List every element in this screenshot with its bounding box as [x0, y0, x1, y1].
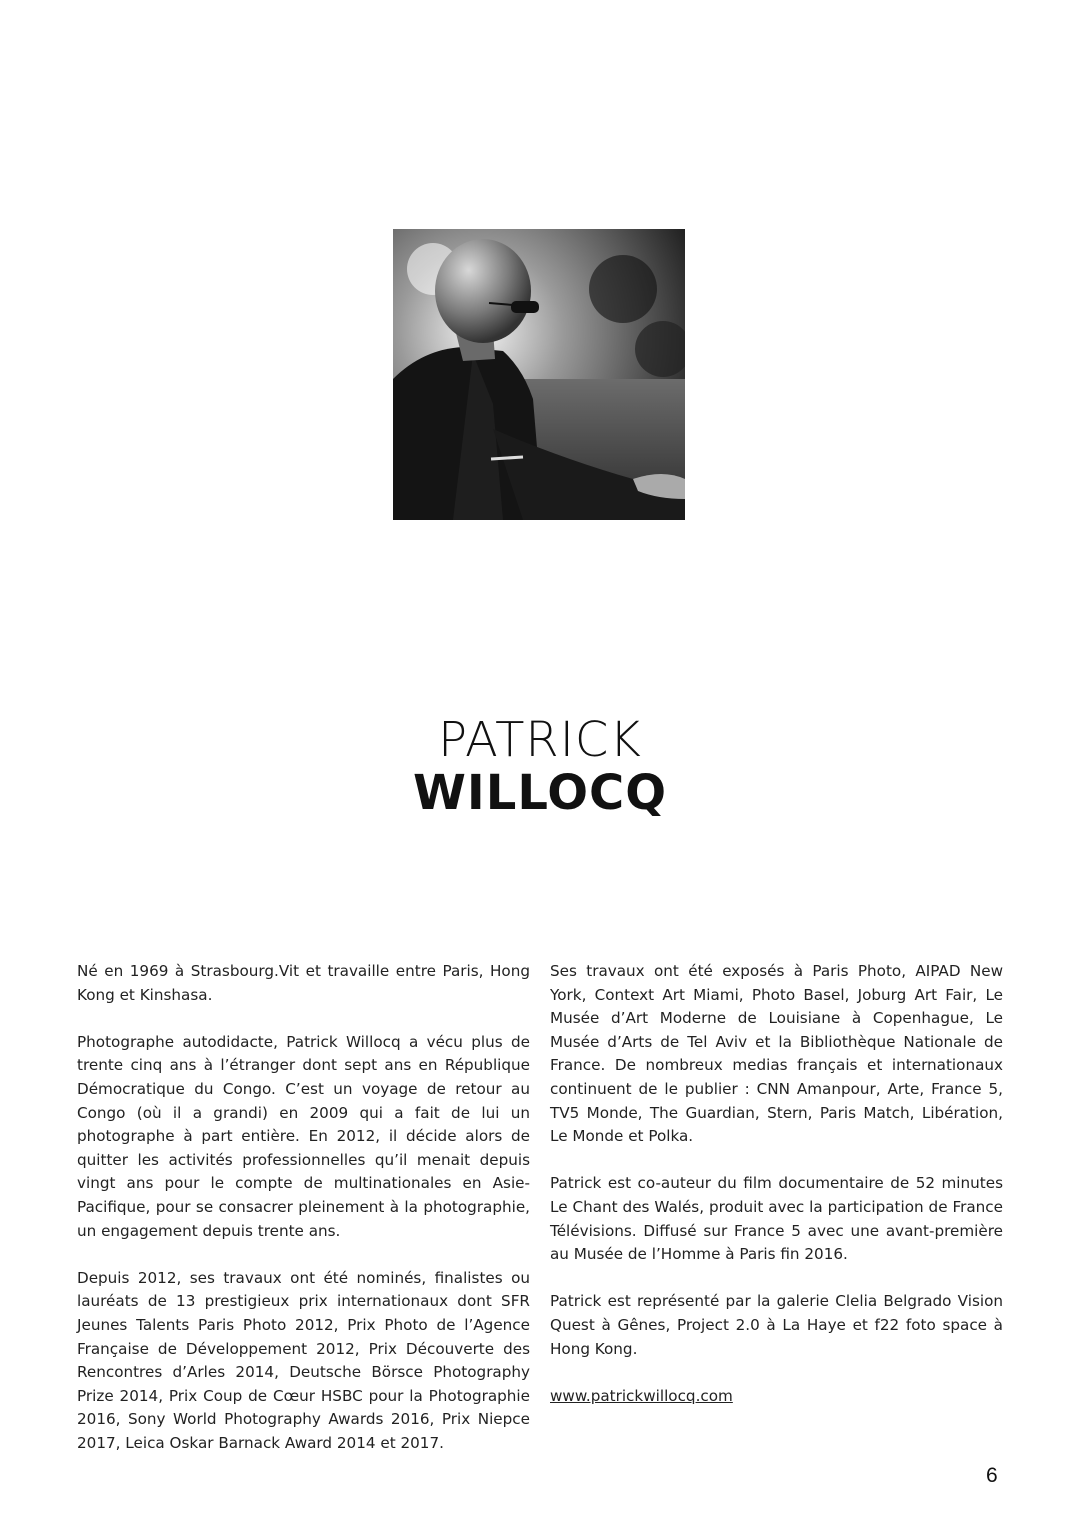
portrait-photo — [393, 229, 685, 520]
website-link[interactable]: www.patrickwillocq.com — [550, 1386, 733, 1405]
bio-paragraph: Patrick est représenté par la galerie Clelia Belgrado Vision Quest à Gênes, Project 2.0 à La Haye et f22 foto space à Hong Kong. — [550, 1292, 1003, 1358]
bio-paragraph: Né en 1969 à Strasbourg.Vit et travaille entre Paris, Hong Kong et Kinshasa. — [77, 962, 530, 1004]
page-number: 6 — [986, 1464, 998, 1487]
bio-right-column — [550, 960, 1003, 1432]
bio-paragraph: Photographe autodidacte, Patrick Willocq a vécu plus de trente cinq ans à l’étranger dont sept ans en République Démocratique du Congo. C’est un voyage de retour au Congo (où il a grandi) en 2009 qui a fait de lui un photographe à part entière. En 2012, il décide alors de quitter les activités professionnelles qu’il menait depuis vingt ans pour le compte de multinationales en Asie-Pacifique, pour se consacrer pleinement à la photographie, un engagement depuis trente ans. — [77, 1032, 530, 1240]
name-heading — [0, 712, 1080, 821]
last-name: WILLOCQ — [412, 765, 668, 821]
bio-paragraph: Patrick est co-auteur du film documentaire de 52 minutes Le Chant des Walés, produit avec la participation de France Télévisions. Diffusé sur France 5 avec une avant-première au Musée de l’Homme à Paris fin 2016. — [550, 1174, 1003, 1264]
first-name: PATRICK — [438, 712, 642, 768]
bio-paragraph: Ses travaux ont été exposés à Paris Photo, AIPAD New York, Context Art Miami, Photo Basel, Joburg Art Fair, Le Musée d’Art Moderne de Louisiane à Copenhague, Le Musée d’Arts de Tel Aviv et la Bibliothèque Nationale de France. De nombreux medias français et internationaux continuent de le publier : CNN Amanpour, Arte, France 5, TV5 Monde, The Guardian, Stern, Paris Match, Libération, Le Monde et Polka. — [550, 962, 1003, 1146]
bio-paragraph: Depuis 2012, ses travaux ont été nominés, finalistes ou lauréats de 13 prestigieux prix internationaux dont SFR Jeunes Talents Paris Photo 2012, Prix Photo de l’Agence Française de Développement 2012, Prix Découverte des Rencontres d’Arles 2014, Deutsche Börsce Photography Prize 2014, Prix Coup de Cœur HSBC pour la Photographie 2016, Sony World Photography Awards 2016, Prix Niepce 2017, Leica Oskar Barnack Award 2014 et 2017. — [77, 1268, 530, 1452]
bio-left-column — [77, 960, 530, 1479]
